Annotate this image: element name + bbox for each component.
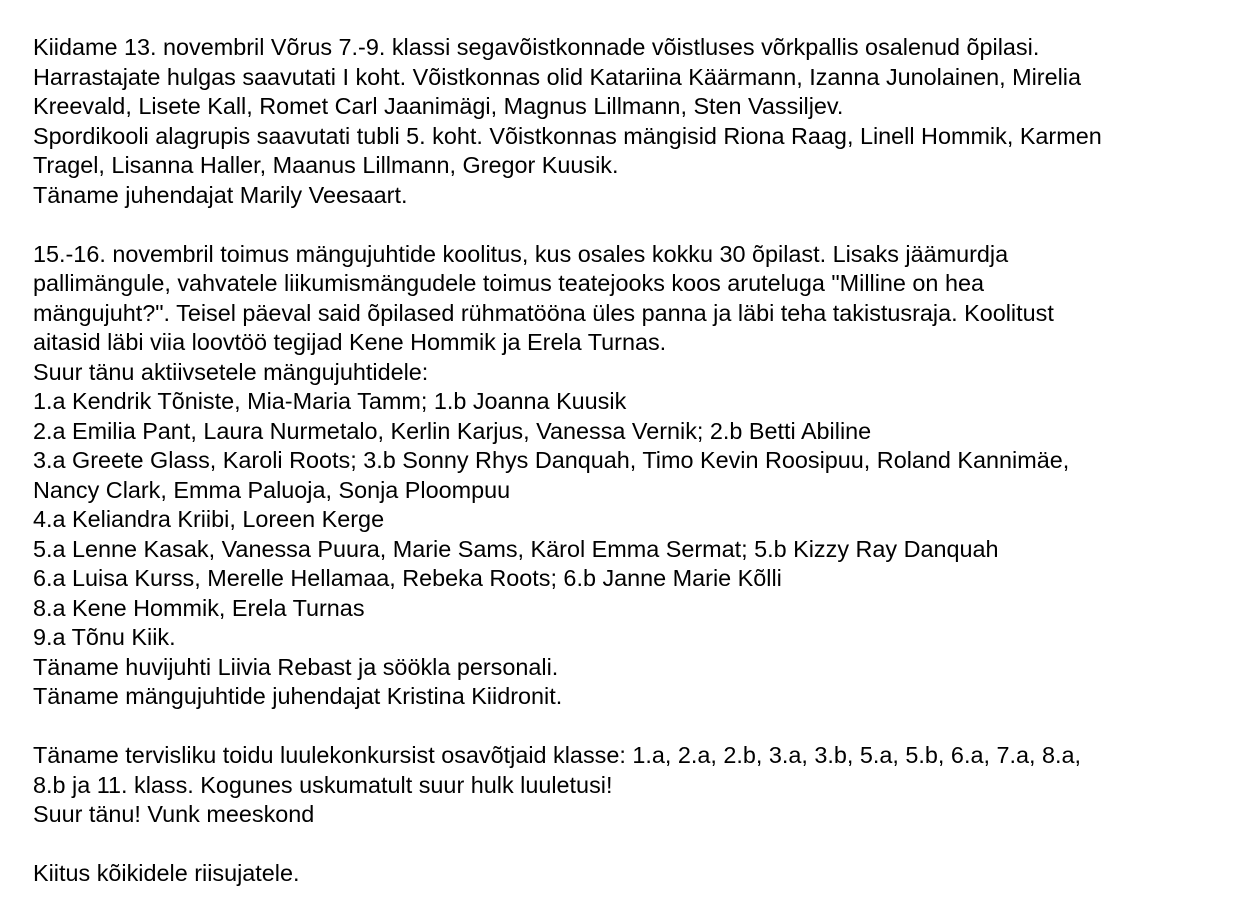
- text-line: 4.a Keliandra Kriibi, Loreen Kerge: [33, 506, 385, 532]
- text-line: Täname juhendajat Marily Veesaart.: [33, 181, 408, 208]
- text-line: Kreevald, Lisete Kall, Romet Carl Jaanimägi, Magnus Lillmann, Sten Vassiljev.: [33, 93, 844, 119]
- section-rakers: [33, 859, 1233, 889]
- text-line: Kiitus kõikidele riisujatele.: [33, 860, 300, 886]
- text-line: 8.b ja 11. klass. Kogunes uskumatult suur hulk luuletusi!: [33, 771, 613, 798]
- text-line: Suur tänu aktiivsetele mängujuhtidele:: [33, 358, 429, 385]
- text-line: 3.a Greete Glass, Karoli Roots; 3.b Sonny Rhys Danquah, Timo Kevin Roosipuu, Roland Kannimäe,: [33, 447, 1070, 473]
- text-line: Kiidame 13. novembril Võrus 7.-9. klassi segavõistkonnade võistluses võrkpallis osalenud õpilasi.: [33, 34, 1040, 60]
- paragraph-spacer: [33, 830, 1233, 860]
- text-line: aitasid läbi viia loovtöö tegijad Kene Hommik ja Erela Turnas.: [33, 329, 667, 355]
- text-line: Täname mängujuhtide juhendajat Kristina Kiidronit.: [33, 683, 563, 709]
- text-line: mängujuht?". Teisel päeval said õpilased rühmatööna üles panna ja läbi teha takistusraja. Koolitust: [33, 299, 1054, 326]
- section-poetry-contest: [33, 741, 1233, 830]
- section-game-leaders: [33, 240, 1233, 712]
- text-line: pallimängule, vahvatele liikumismängudele toimus teatejooks koos aruteluga "Milline on hea: [33, 270, 984, 296]
- text-line: Spordikooli alagrupis saavutati tubli 5. koht. Võistkonnas mängisid Riona Raag, Linell Hommik, Karmen: [33, 122, 1102, 149]
- text-line: 8.a Kene Hommik, Erela Turnas: [33, 594, 365, 621]
- text-line: Suur tänu! Vunk meeskond: [33, 801, 315, 827]
- text-line: 6.a Luisa Kurss, Merelle Hellamaa, Rebeka Roots; 6.b Janne Marie Kõlli: [33, 565, 782, 591]
- text-line: 15.-16. novembril toimus mängujuhtide koolitus, kus osales kokku 30 õpilast. Lisaks jäämurdja: [33, 240, 1009, 267]
- text-line: 5.a Lenne Kasak, Vanessa Puura, Marie Sams, Kärol Emma Sermat; 5.b Kizzy Ray Danquah: [33, 535, 999, 562]
- text-line: 9.a Tõnu Kiik.: [33, 624, 176, 650]
- text-line: 1.a Kendrik Tõniste, Mia-Maria Tamm; 1.b Joanna Kuusik: [33, 388, 627, 414]
- text-line: 2.a Emilia Pant, Laura Nurmetalo, Kerlin Karjus, Vanessa Vernik; 2.b Betti Abiline: [33, 417, 872, 444]
- paragraph-spacer: [33, 712, 1233, 742]
- paragraph-spacer: [33, 210, 1233, 240]
- text-line: Harrastajate hulgas saavutati I koht. Võistkonnas olid Katariina Käärmann, Izanna Junolainen, Mirelia: [33, 63, 1081, 90]
- text-line: Nancy Clark, Emma Paluoja, Sonja Ploompuu: [33, 476, 511, 503]
- text-line: Täname tervisliku toidu luulekonkursist osavõtjaid klasse: 1.a, 2.a, 2.b, 3.a, 3.b, 5.a, 5.b, 6.a, 7.a, 8.a,: [33, 742, 1081, 768]
- document-body: [33, 33, 1233, 889]
- text-line: Täname huvijuhti Liivia Rebast ja söökla personali.: [33, 653, 559, 680]
- section-volleyball: [33, 33, 1233, 210]
- text-line: Tragel, Lisanna Haller, Maanus Lillmann, Gregor Kuusik.: [33, 152, 619, 178]
